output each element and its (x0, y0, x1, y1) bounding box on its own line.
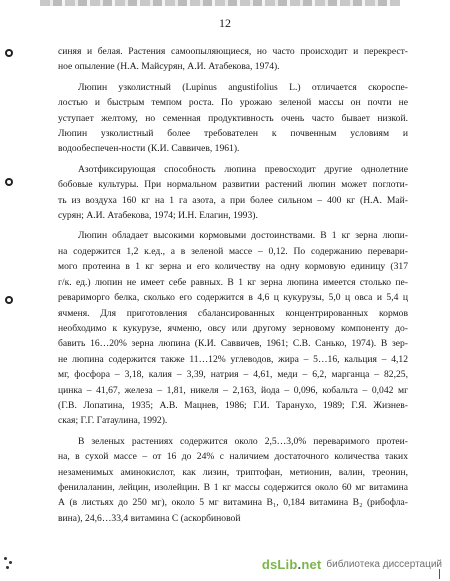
text-line: Люпин узколистный более требователен к почвенным условиям и (58, 128, 408, 140)
text-line: уступает желтому, но семенная продуктивность очень часто бывает низкой. (58, 112, 408, 124)
text-line: бавить 16…20% зерна люпина (К.И. Саввичев, 1961; С.В. Санько, 1974). В зер- (58, 338, 408, 350)
text-line: лостью и быстрым темпом роста. По урожаю зеленой массы он почти не (58, 97, 408, 109)
text-line: г/к. ед.) люпин не имеет себе равных. В 1 кг зерна люпина имеется столько пе- (58, 276, 408, 288)
text-line: синяя и белая. Растения самоопыляющиеся, но часто происходит и перекрест- (58, 46, 408, 57)
text-line: В зеленых растениях содержится около 2,5…3,0% переваримого протеи- (78, 435, 408, 447)
watermark (262, 553, 442, 575)
text-line: А (в листьях до 250 мг), около 5 мг витамина В₁, 0,184 витамина В₂ (рибофла- (58, 497, 408, 509)
binder-hole-icon (5, 178, 13, 186)
binder-hole-icon (5, 296, 13, 304)
scan-dots-icon (4, 557, 18, 571)
text-line: на, в сухой массе – от 16 до 24% с наличием достаточного количества таких (58, 451, 408, 463)
text-line: бобовые культуры. При нормальном развитии растений люпин может поглоти- (58, 179, 408, 191)
text-line: мг, фосфора – 3,18, калия – 3,39, натрия – 4,61, меди – 6,2, марганца – 82,25, (58, 369, 408, 381)
paragraph (58, 162, 408, 224)
text-line: Люпин узколистный (Lupinus angustifolius L.) отличается скороспе- (78, 81, 408, 93)
document-body (58, 44, 408, 531)
binder-hole-icon (5, 49, 13, 57)
text-line: незаменимых аминокислот, как лизин, триптофан, метионин, валин, треонин, (58, 466, 408, 478)
text-line: Люпин обладает высокими кормовыми достоинствами. В 1 кг зерна люпи- (78, 230, 408, 242)
text-line: фенилаланин, лейцин, изолейцин. В 1 кг массы содержится около 60 мг витамина (58, 481, 408, 493)
text-line: необходимо к кукурузе, ячменю, овсу или другому зерновому компоненту до- (58, 322, 408, 334)
dslib-logo: dsLib.net (261, 556, 322, 572)
page-edge-mark (439, 569, 440, 579)
text-line: не люпина содержится также 11…12% углеводов, жира – 5…16, кальция – 4,12 (58, 353, 408, 365)
paragraph (58, 228, 408, 428)
text-line: на содержится 1,2 к.ед., а в зеленой массе – 0,12. По содержанию перевари- (58, 245, 408, 257)
text-line: ть из воздуха 160 кг на 1 га азота, а при более сильном – 400 кг (Н.А. Май- (58, 194, 408, 206)
page-number: 12 (219, 16, 231, 30)
text-line: ревариморго белка, сколько его содержится в 4,6 ц кукурузы, 5,0 ц овса и 5,4 ц (58, 292, 408, 304)
paragraph (58, 80, 408, 157)
text-line: водообеспечен-ности (К.И. Саввичев, 1961). (58, 143, 240, 155)
scan-artifact-top (40, 0, 400, 6)
text-line: (Г.В. Лопатина, 1935; А.В. Мацнев, 1986; Г.И. Таранухо, 1989; Г.Я. Жизнев- (58, 399, 408, 411)
text-line: Азотфиксирующая способность люпина превосходит другие однолетние (78, 163, 408, 175)
text-line: ячменя. Для приготовления сбалансированных концентрированных кормов (58, 307, 408, 319)
text-line: мого протеина в 1 кг зерна и его количеству на одну кормовую единицу (317 (58, 261, 408, 273)
watermark-text: библиотека диссертаций (326, 558, 442, 570)
text-line: сурян; А.И. Атабекова, 1974; И.Н. Елагин, 1993). (58, 210, 258, 222)
paragraph (58, 434, 408, 526)
paragraph (58, 44, 408, 75)
text-line: вина), 24,6…33,4 витамина С (аскорбиновой (58, 512, 241, 524)
text-line: ное опыление (Н.А. Майсурян, А.И. Атабекова, 1974). (58, 61, 280, 73)
text-line: ская; Г.Г. Гатаулина, 1992). (58, 415, 168, 427)
text-line: цинка – 41,67, железа – 1,81, никеля – 2,163, йода – 0,096, кобальта – 0,042 мг (58, 384, 408, 396)
